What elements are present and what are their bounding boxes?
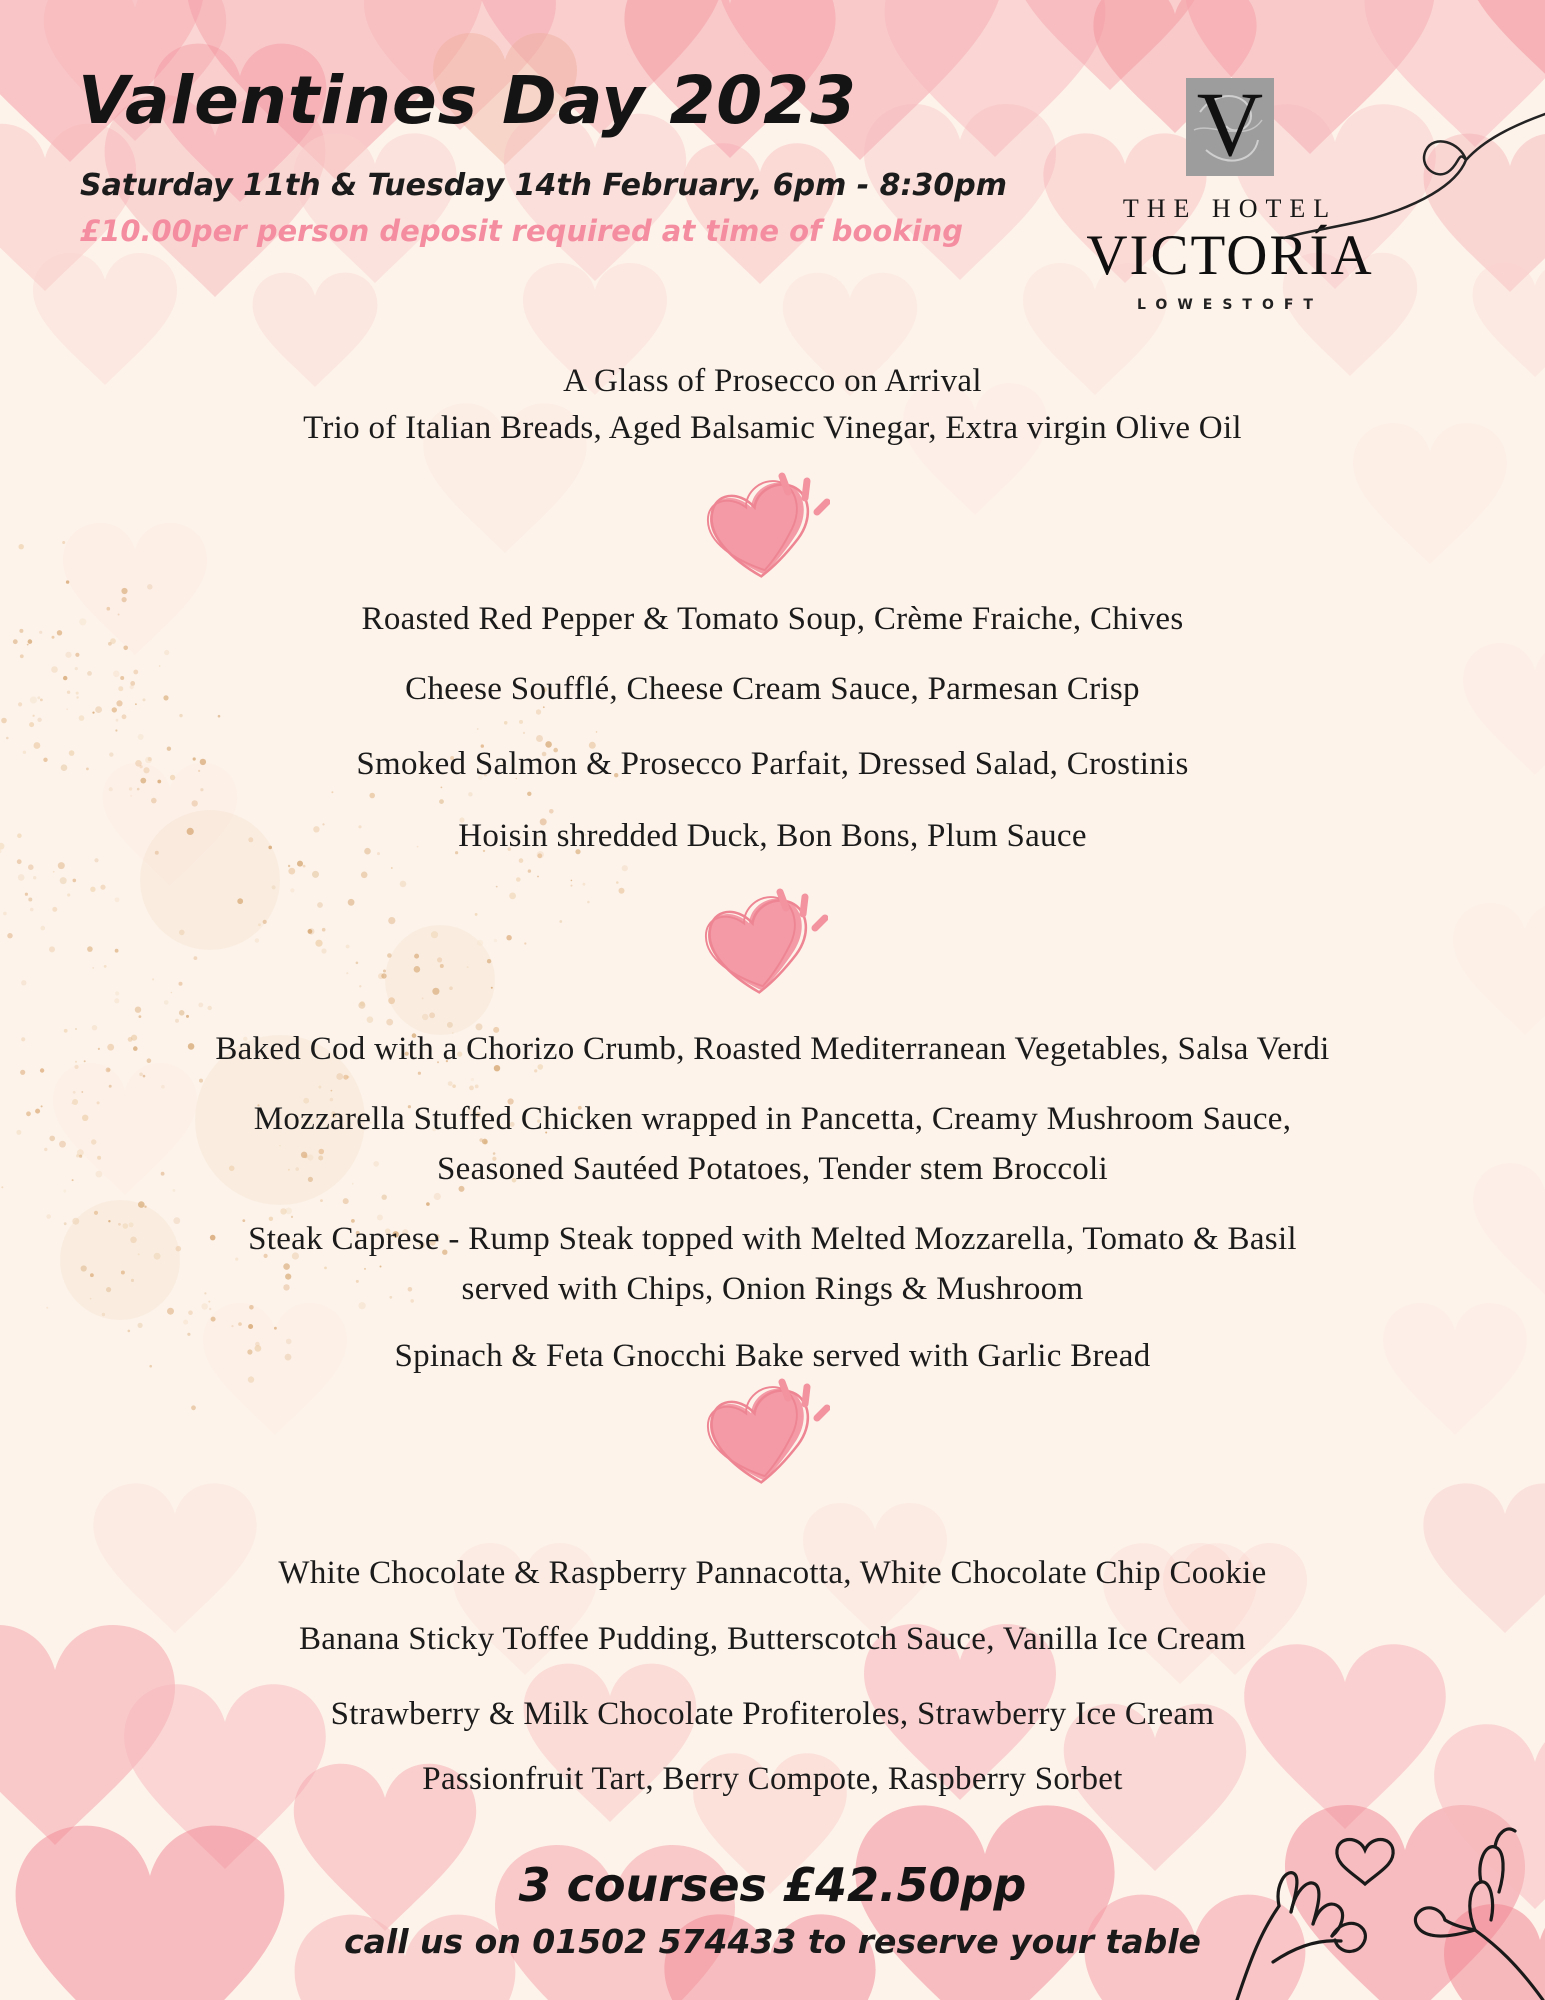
menu-item: served with Chips, Onion Rings & Mushroom [461,1271,1084,1307]
hotel-prefix: THE HOTEL [1122,194,1338,223]
menu-item: Roasted Red Pepper & Tomato Soup, Crème Fraiche, Chives [361,601,1184,637]
scribble-heart-icon [700,472,830,592]
menu-item: Baked Cod with a Chorizo Crumb, Roasted Mediterranean Vegetables, Salsa Verdi [215,1031,1330,1067]
hotel-monogram-icon [1186,73,1274,176]
menu-item: Strawberry & Milk Chocolate Profiteroles, Strawberry Ice Cream [330,1696,1215,1732]
menu-item: Smoked Salmon & Prosecco Parfait, Dressed Salad, Crostinis [356,746,1189,782]
event-dates: Saturday 11th & Tuesday 14th February, 6pm - 8:30pm [80,168,1008,203]
pinky-promise-hands-icon [1225,1780,1545,2000]
scribble-heart-icon [698,888,828,1008]
menu-item: A Glass of Prosecco on Arrival [563,363,982,399]
menu-item: Cheese Soufflé, Cheese Cream Sauce, Parmesan Crisp [405,671,1140,707]
menu-item: Trio of Italian Breads, Aged Balsamic Vinegar, Extra virgin Olive Oil [303,410,1242,446]
menu-item: Passionfruit Tart, Berry Compote, Raspberry Sorbet [422,1761,1123,1797]
menu-item: Spinach & Feta Gnocchi Bake served with Garlic Bread [394,1338,1151,1374]
event-title: Valentines Day 2023 [78,62,858,139]
menu-item: Mozzarella Stuffed Chicken wrapped in Pancetta, Creamy Mushroom Sauce, [253,1101,1292,1137]
scribble-heart-icon [700,1378,830,1498]
menu-item: Seasoned Sautéed Potatoes, Tender stem Broccoli [436,1151,1109,1187]
price-line: 3 courses £42.50pp [518,1858,1027,1912]
menu-item: Steak Caprese - Rump Steak topped with Melted Mozzarella, Tomato & Basil [248,1221,1297,1257]
booking-line: call us on 01502 574433 to reserve your table [344,1922,1201,1961]
menu-item: Hoisin shredded Duck, Bon Bons, Plum Sauce [458,818,1087,854]
deposit-note: £10.00per person deposit required at time of booking [80,214,963,248]
monogram-letter: V [1196,73,1264,175]
menu-item: White Chocolate & Raspberry Pannacotta, White Chocolate Chip Cookie [278,1555,1267,1591]
hotel-name: VICTORÍA [1086,224,1374,287]
menu-item: Banana Sticky Toffee Pudding, Butterscotch Sauce, Vanilla Ice Cream [298,1621,1247,1657]
heart-line-icon [1280,88,1545,243]
hotel-city: LOWESTOFT [1137,297,1323,313]
